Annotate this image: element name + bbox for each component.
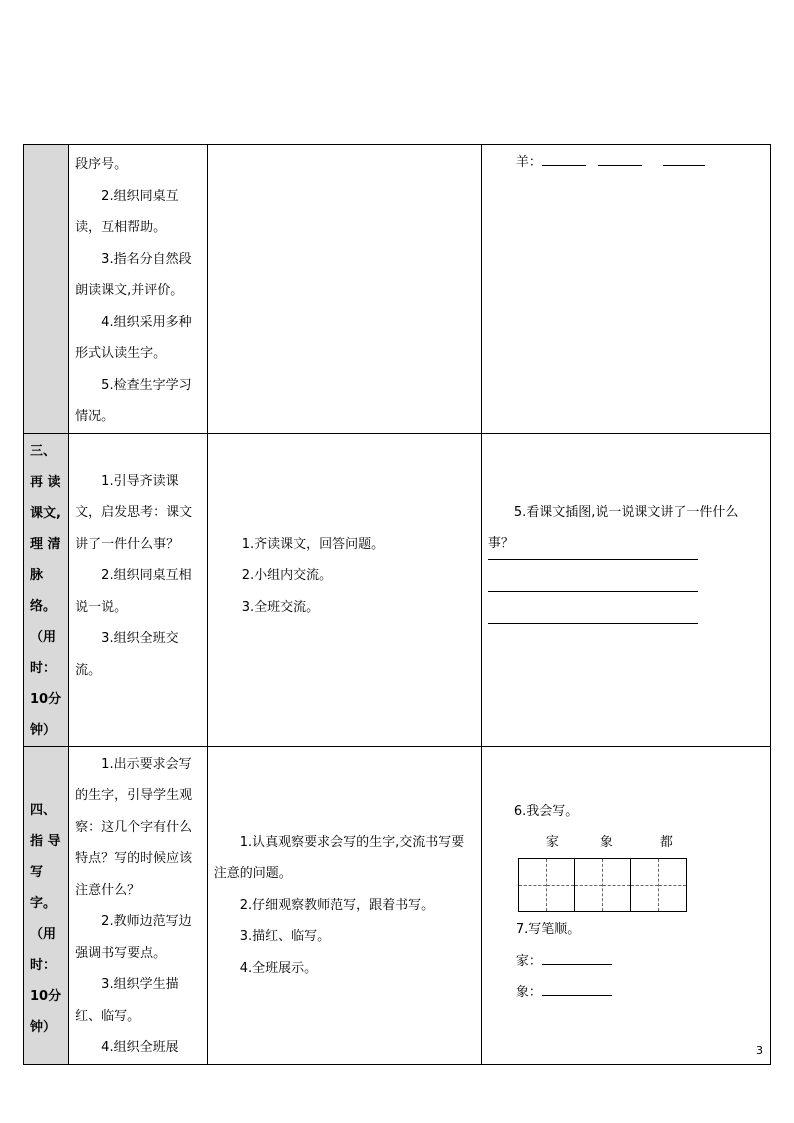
writing-grid-cell[interactable] [603, 859, 631, 911]
practice-char: 象 [599, 835, 613, 850]
teacher-line: 5.检查生字学习情况。 [75, 377, 192, 424]
writing-grid-cell[interactable] [575, 859, 603, 911]
writing-grid-cell[interactable] [547, 859, 575, 911]
stroke-order-item [516, 946, 764, 978]
stage-label-line: 三、 [30, 443, 57, 459]
teacher-line: 段序号。 [75, 157, 128, 172]
teacher-activity-cell [69, 145, 208, 434]
answer-blank [542, 950, 612, 965]
stage-label-line: 钟） [30, 1019, 57, 1035]
stage-label-line: 理 清 [30, 536, 61, 552]
student-line: 3.全班交流。 [241, 599, 320, 615]
teacher-activity-cell [69, 433, 208, 746]
stage-cell [24, 433, 69, 746]
student-line: 3.描红、临写。 [239, 929, 331, 944]
stage-label-line: 课文, [30, 505, 61, 521]
table-row [24, 145, 771, 434]
answer-line [488, 591, 698, 592]
exercise-question: 6.我会写。 [513, 803, 579, 819]
student-line: 2.仔细观察教师范写，跟着书写。 [239, 897, 435, 913]
stage-label-line: 再 读 [30, 474, 61, 490]
stage-label-line: 10分 [30, 691, 62, 707]
teacher-line: 2.组织同桌互相说一说。 [75, 568, 192, 615]
writing-grid-cell[interactable] [631, 859, 659, 911]
student-activity-cell [207, 433, 481, 746]
answer-blank [542, 151, 586, 166]
teacher-line: 3.指名分自然段朗读课文,并评价。 [75, 251, 192, 298]
stage-label-line: （用 [30, 926, 57, 942]
practice-char: 家 [545, 835, 559, 850]
teacher-line: 3.组织全班交流。 [75, 631, 179, 678]
student-activity-cell [207, 746, 481, 1064]
stage-label-line: 脉络。 [30, 567, 57, 614]
teacher-line: 1.引导齐读课文，启发思考：课文讲了一件什么事？ [75, 473, 193, 552]
teacher-line: 3.组织学生描红、临写。 [75, 977, 179, 1024]
stage-label-line: 10分 [30, 988, 62, 1004]
student-line: 4.全班展示。 [239, 960, 318, 976]
answer-blank [663, 151, 705, 166]
exercise-cell [481, 433, 770, 746]
table-row [24, 746, 771, 1064]
student-line: 1.认真观察要求会写的生字,交流书写要注意的问题。 [213, 834, 465, 881]
practice-char: 都 [659, 835, 673, 850]
teacher-line: 2.组织同桌互读，互相帮助。 [75, 188, 179, 235]
stroke-label: 羊： [515, 155, 542, 170]
stroke-order-item [516, 977, 764, 1009]
writing-grid[interactable] [518, 858, 687, 912]
practice-characters [488, 827, 764, 858]
exercise-question: 5.看课文插图,说一说课文讲了一件什么事？ [487, 504, 739, 551]
table-row [24, 433, 771, 746]
stage-label-line: （用 [30, 629, 57, 645]
lesson-plan-table [23, 144, 771, 1065]
exercise-cell [481, 746, 770, 1064]
stage-cell [24, 145, 69, 434]
exercise-cell [481, 145, 770, 434]
writing-grid-cell[interactable] [659, 859, 686, 911]
teacher-line: 4.组织采用多种形式认读生字。 [75, 314, 192, 361]
answer-line [488, 559, 698, 560]
stage-label-line: 四、 [30, 802, 57, 818]
stage-label-line: 指 导 [30, 833, 61, 849]
student-activity-cell [207, 145, 481, 434]
teacher-activity-cell [69, 746, 208, 1064]
answer-blank [598, 151, 642, 166]
student-line: 2.小组内交流。 [241, 568, 333, 583]
exercise-question: 7.写笔顺。 [515, 922, 581, 937]
stage-cell [24, 746, 69, 1064]
stroke-label: 象： [515, 985, 542, 1000]
page-number: 3 [756, 1044, 763, 1057]
writing-grid-cell[interactable] [519, 859, 547, 911]
teacher-line: 1.出示要求会写的生字，引导学生观察：这几个字有什么特点？写的时候应该注意什么？ [75, 756, 193, 898]
student-line: 1.齐读课文，回答问题。 [241, 536, 385, 552]
stage-label-line: 写字。 [30, 864, 57, 911]
teacher-line: 4.组织全班展 [101, 1040, 179, 1055]
answer-blank [542, 981, 612, 996]
stage-label-line: 时： [30, 957, 57, 973]
answer-line [488, 623, 698, 624]
stage-label-line: 钟） [30, 722, 57, 738]
stroke-order-item [516, 147, 764, 179]
teacher-line: 2.教师边范写边强调书写要点。 [75, 914, 192, 961]
stage-label-line: 时： [30, 660, 57, 676]
stroke-label: 家： [515, 953, 542, 969]
